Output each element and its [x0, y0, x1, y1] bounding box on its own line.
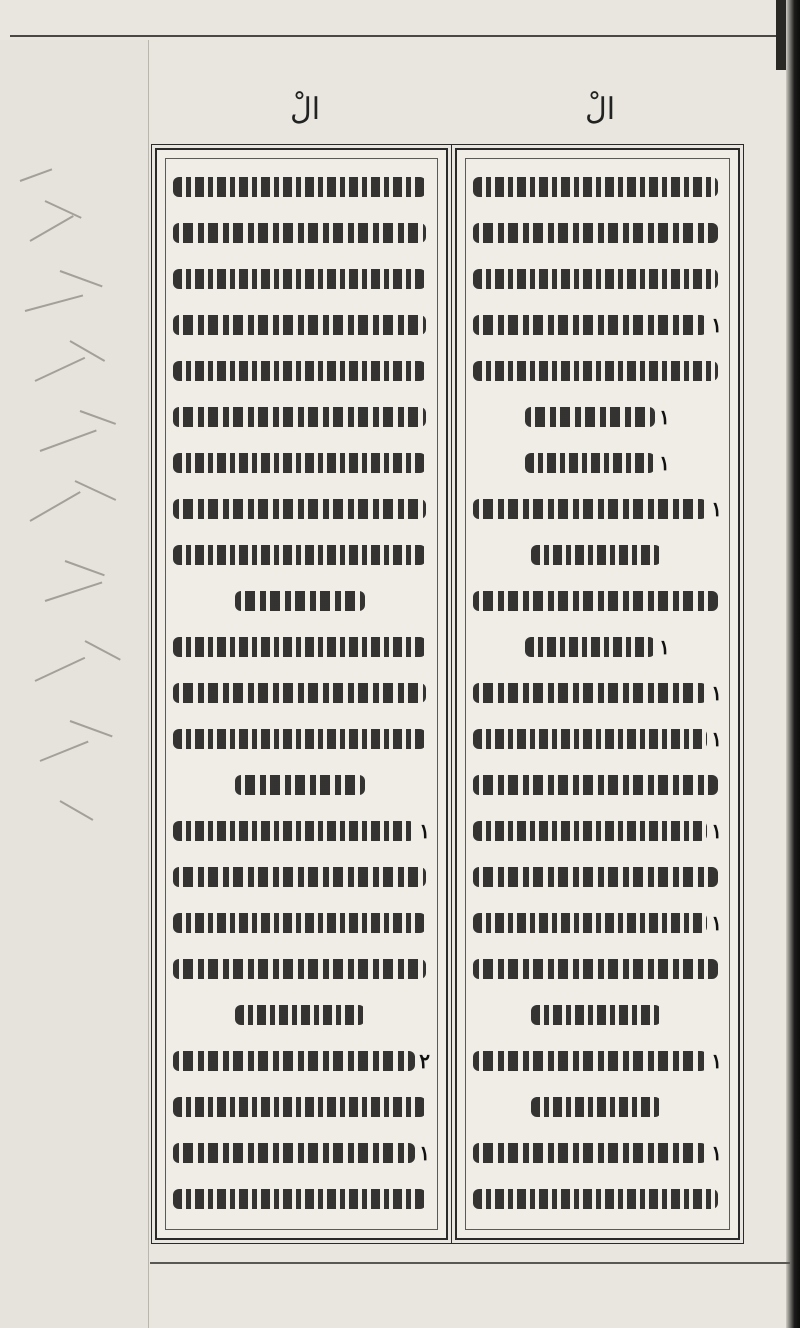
handwritten-text [173, 223, 426, 243]
line-number: ١ [711, 681, 722, 705]
handwritten-text [235, 775, 365, 795]
line-number: ١ [711, 497, 722, 521]
handwritten-text [473, 959, 718, 979]
ink-mark [40, 430, 97, 452]
handwritten-text [173, 959, 426, 979]
handwritten-text [531, 1097, 661, 1117]
handwritten-text [173, 913, 426, 933]
book-spine [786, 0, 800, 1328]
ink-mark [80, 410, 116, 425]
manuscript-line [167, 900, 436, 946]
line-number: ١ [659, 635, 670, 659]
manuscript-line [167, 210, 436, 256]
handwritten-text [473, 775, 718, 795]
handwritten-text [173, 1051, 415, 1071]
ink-mark [30, 491, 81, 522]
handwritten-text [525, 453, 655, 473]
line-number: ١ [419, 819, 430, 843]
line-number: ٢ [419, 1049, 430, 1073]
manuscript-line [467, 716, 728, 762]
handwritten-text [173, 499, 426, 519]
handwritten-text [173, 1189, 426, 1209]
handwritten-text [173, 315, 426, 335]
left-line-list [167, 164, 436, 1222]
ink-mark [45, 582, 103, 602]
handwritten-text [173, 453, 426, 473]
manuscript-line [467, 348, 728, 394]
ink-mark [35, 657, 86, 682]
manuscript-line [467, 578, 728, 624]
ink-mark [40, 741, 89, 762]
manuscript-line [167, 716, 436, 762]
manuscript-line [167, 762, 436, 808]
manuscript-line [467, 486, 728, 532]
manuscript-line [167, 486, 436, 532]
left-text-panel [155, 148, 448, 1240]
handwritten-text [531, 545, 661, 565]
manuscript-line [467, 624, 728, 670]
ink-mark [20, 168, 53, 182]
handwritten-text [173, 821, 415, 841]
ink-mark [85, 640, 121, 661]
manuscript-line [167, 302, 436, 348]
line-number: ١ [711, 727, 722, 751]
handwritten-text [173, 269, 426, 289]
handwritten-text [531, 1005, 661, 1025]
manuscript-line [167, 256, 436, 302]
manuscript-line [167, 1130, 436, 1176]
manuscript-line [467, 164, 728, 210]
manuscript-line [167, 164, 436, 210]
ink-mark [75, 480, 117, 501]
ink-mark [65, 560, 105, 576]
manuscript-line [167, 946, 436, 992]
handwritten-text [173, 867, 426, 887]
handwritten-text [473, 729, 707, 749]
ink-mark [70, 340, 106, 362]
manuscript-line [167, 992, 436, 1038]
manuscript-line [467, 900, 728, 946]
right-column-heading: الْ [585, 92, 616, 127]
ink-mark [70, 720, 113, 737]
handwritten-text [173, 1143, 415, 1163]
facing-page-edge [0, 40, 149, 1328]
line-number: ١ [711, 911, 722, 935]
binding-shadow [776, 0, 786, 70]
ink-mark [45, 200, 82, 219]
handwritten-text [473, 867, 718, 887]
manuscript-line [167, 1084, 436, 1130]
manuscript-line [467, 946, 728, 992]
manuscript-line [167, 1038, 436, 1084]
manuscript-line [167, 440, 436, 486]
handwritten-text [473, 1143, 707, 1163]
handwritten-text [473, 315, 707, 335]
manuscript-line [467, 394, 728, 440]
manuscript-line [467, 762, 728, 808]
handwritten-text [473, 269, 718, 289]
handwritten-text [473, 499, 707, 519]
ink-mark [60, 800, 94, 821]
ink-mark [60, 270, 103, 287]
handwritten-text [473, 223, 718, 243]
handwritten-text [173, 1097, 426, 1117]
manuscript-line [167, 532, 436, 578]
manuscript-line [167, 348, 436, 394]
line-number: ١ [419, 1141, 430, 1165]
manuscript-line [467, 1176, 728, 1222]
line-number: ١ [711, 1141, 722, 1165]
handwritten-text [473, 1189, 718, 1209]
handwritten-text [525, 637, 655, 657]
manuscript-line [167, 624, 436, 670]
handwritten-text [473, 821, 707, 841]
manuscript-line [467, 302, 728, 348]
ink-mark [30, 215, 74, 242]
page-top-edge [10, 35, 790, 37]
manuscript-line [467, 854, 728, 900]
line-number: ١ [711, 1049, 722, 1073]
handwritten-text [173, 361, 426, 381]
handwritten-text [173, 729, 426, 749]
handwritten-text [173, 177, 426, 197]
handwritten-text [525, 407, 655, 427]
bottom-rule [150, 1262, 790, 1264]
handwritten-text [173, 545, 426, 565]
ink-mark [35, 357, 86, 382]
manuscript-line [467, 808, 728, 854]
manuscript-line [467, 440, 728, 486]
manuscript-line [167, 670, 436, 716]
right-line-list [467, 164, 728, 1222]
manuscript-line [167, 854, 436, 900]
handwritten-text [173, 637, 426, 657]
manuscript-line [467, 670, 728, 716]
manuscript-line [467, 992, 728, 1038]
line-number: ١ [659, 405, 670, 429]
manuscript-line [467, 532, 728, 578]
handwritten-text [235, 1005, 365, 1025]
handwritten-text [473, 683, 707, 703]
manuscript-line [167, 808, 436, 854]
right-text-panel [455, 148, 740, 1240]
manuscript-line [467, 1130, 728, 1176]
handwritten-text [473, 1051, 707, 1071]
line-number: ١ [711, 819, 722, 843]
handwritten-text [473, 913, 707, 933]
left-column-heading: الْ [290, 92, 321, 127]
manuscript-line [467, 1038, 728, 1084]
handwritten-text [173, 683, 426, 703]
handwritten-text [473, 177, 718, 197]
manuscript-line [467, 256, 728, 302]
handwritten-text [173, 407, 426, 427]
handwritten-text [473, 361, 718, 381]
line-number: ١ [711, 313, 722, 337]
handwritten-text [473, 591, 718, 611]
manuscript-line [167, 578, 436, 624]
manuscript-line [467, 1084, 728, 1130]
ink-mark [25, 295, 83, 312]
handwritten-text [235, 591, 365, 611]
manuscript-line [167, 1176, 436, 1222]
manuscript-line [467, 210, 728, 256]
line-number: ١ [659, 451, 670, 475]
manuscript-line [167, 394, 436, 440]
